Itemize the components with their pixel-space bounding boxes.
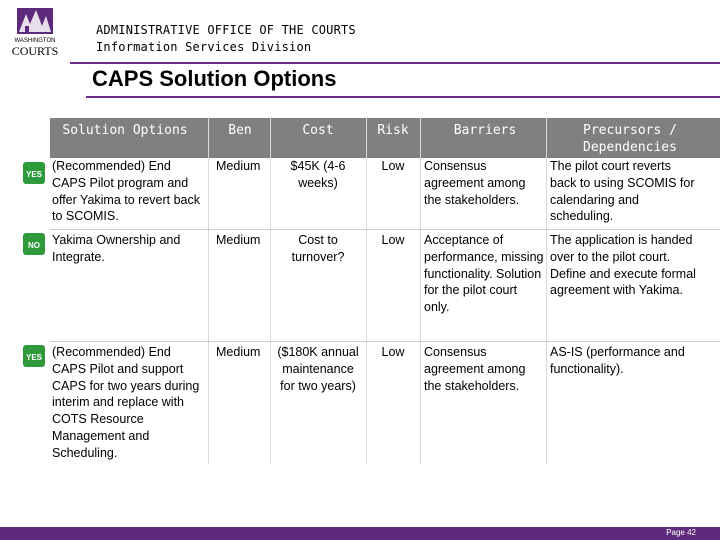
cost-cell: $45K (4-6 weeks) (290, 159, 346, 190)
svg-text:YES: YES (25, 353, 43, 362)
ben-cell: Medium (216, 159, 261, 173)
risk-cell: Low (381, 233, 405, 247)
cost-cell: Cost to turnover? (291, 233, 345, 264)
no-badge-icon (22, 232, 46, 256)
title-divider (86, 96, 720, 98)
option-cell: (Recommended) End CAPS Pilot program and offer Yakima to revert back to SCOMIS. (52, 159, 200, 224)
option-cell: (Recommended) End CAPS Pilot and support CAPS for two years during interim and replace with COTS Resource Management and Scheduling. (52, 345, 200, 460)
risk-cell: Low (381, 345, 405, 359)
col-header-ben: Ben (228, 123, 252, 138)
barriers-cell: Consensus agreement among the stakeholders. (424, 159, 526, 207)
col-header-barriers: Barriers (453, 123, 517, 138)
barriers-cell: Acceptance of performance, missing functionality. Solution for the pilot court only. (424, 233, 544, 315)
column-divider (366, 118, 367, 464)
col-header-cost: Cost (302, 123, 334, 138)
svg-text:YES: YES (25, 170, 43, 179)
svg-text:COURTS: COURTS (11, 44, 59, 58)
precursors-cell: AS-IS (performance and functionality). (550, 345, 685, 376)
svg-text:NO: NO (28, 241, 40, 250)
col-header-risk: Risk (377, 123, 409, 138)
col-header-precursors: Precursors / Dependencies (583, 123, 677, 155)
yes-badge-icon (22, 161, 46, 185)
organization-header (96, 22, 356, 56)
column-divider (546, 118, 547, 464)
page-title: CAPS Solution Options (92, 66, 337, 91)
column-divider (208, 118, 209, 464)
table-header (50, 118, 720, 158)
risk-cell: Low (381, 159, 405, 173)
svg-text:WASHINGTON: WASHINGTON (14, 38, 56, 44)
row-divider (50, 341, 720, 342)
precursors-cell: The application is handed over to the pilot court. Define and execute formal agreement with Yakima. (550, 233, 696, 298)
courts-logo (6, 6, 64, 58)
column-divider (270, 118, 271, 464)
org-name: ADMINISTRATIVE OFFICE OF THE COURTS (96, 23, 356, 37)
ben-cell: Medium (216, 233, 261, 247)
footer-bar (0, 527, 720, 540)
option-cell: Yakima Ownership and Integrate. (52, 233, 181, 264)
ben-cell: Medium (216, 345, 261, 359)
column-divider (420, 118, 421, 464)
page-number: Page 42 (666, 528, 696, 537)
cost-cell: ($180K annual maintenance for two years) (277, 345, 359, 393)
col-header-options: Solution Options (62, 123, 188, 138)
barriers-cell: Consensus agreement among the stakeholders. (424, 345, 526, 393)
org-division: Information Services Division (96, 40, 312, 54)
precursors-cell: The pilot court reverts back to using SCOMIS for calendaring and scheduling. (550, 159, 695, 224)
row-divider (50, 229, 720, 230)
yes-badge-icon (22, 344, 46, 368)
header-divider (70, 62, 720, 64)
